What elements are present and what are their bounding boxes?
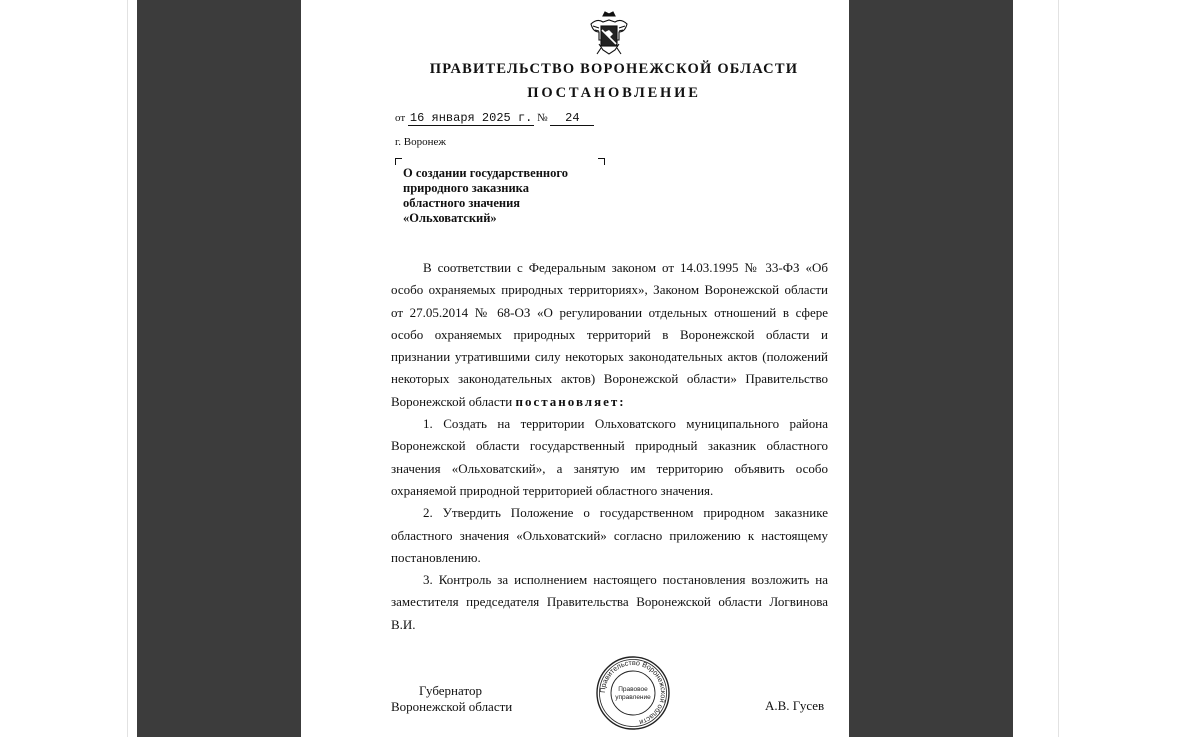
document-subject (403, 166, 603, 226)
stamp-ring-text: Правительство Воронежской области (597, 657, 669, 728)
government-title: ПРАВИТЕЛЬСТВО ВОРОНЕЖСКОЙ ОБЛАСТИ (429, 61, 799, 77)
item-paragraph: 1. Создать на территории Ольховатского муниципального района Воронежской области государственный природный заказник областного значения «Ольховатский», а занятую им территорию объявить особо охраняемой природной территорией областного значения. (391, 416, 828, 498)
preamble-paragraph (391, 257, 828, 413)
subject-bracket-right (598, 158, 605, 165)
subject-line: природного заказника (403, 181, 529, 195)
frame-divider-left (127, 0, 128, 737)
subject-line: О создании государственного (403, 166, 568, 180)
item-paragraph: 3. Контроль за исполнением настоящего постановления возложить на заместителя председателя Правительства Воронежской области Логвинова В.И. (391, 572, 828, 632)
number-prefix: № (537, 112, 548, 124)
stamp-center-line: управление (615, 694, 651, 701)
city-label: г. Воронеж (395, 136, 446, 148)
document-type-heading: ПОСТАНОВЛЕНИЕ (527, 85, 701, 101)
frame-divider-right (1058, 0, 1059, 737)
subject-bracket-left (395, 158, 402, 165)
item-paragraph: 2. Утвердить Положение о государственном природном заказнике областного значения «Ольховатский» согласно приложению к настоящему постановлению. (391, 505, 828, 565)
document-body (391, 257, 828, 636)
document-date: 16 января 2025 г. (409, 111, 533, 125)
decree-word: постановляет: (515, 393, 626, 409)
signatory-name: А.В. Гусев (765, 698, 825, 713)
subject-line: областного значения (403, 196, 521, 210)
document-number: 24 (550, 111, 594, 126)
legal-department-stamp-icon (595, 655, 671, 731)
date-number-line (395, 111, 594, 126)
subject-line: «Ольховатский» (403, 211, 497, 225)
document-page (301, 0, 849, 737)
coat-of-arms-icon (585, 10, 633, 58)
date-prefix: от (395, 112, 406, 124)
signatory-title-line: Губернатор (419, 683, 482, 698)
preamble-text: В соответствии с Федеральным законом от 14.03.1995 № 33-ФЗ «Об особо охраняемых природных территориях», Законом Воронежской области от 27.05.2014 № 68-ОЗ «О регулировании отдельных отношений в сфере особо охраняемых природных территорий в Воронежской области и признании утратившими силу некоторых законодательных актов (положений некоторых законодательных актов) Воронежской области» Правительство Воронежской области (391, 260, 828, 409)
signatory-title-line: Воронежской области (391, 699, 513, 714)
signatory-title (391, 683, 512, 715)
stamp-center-line: Правовое (618, 686, 648, 693)
